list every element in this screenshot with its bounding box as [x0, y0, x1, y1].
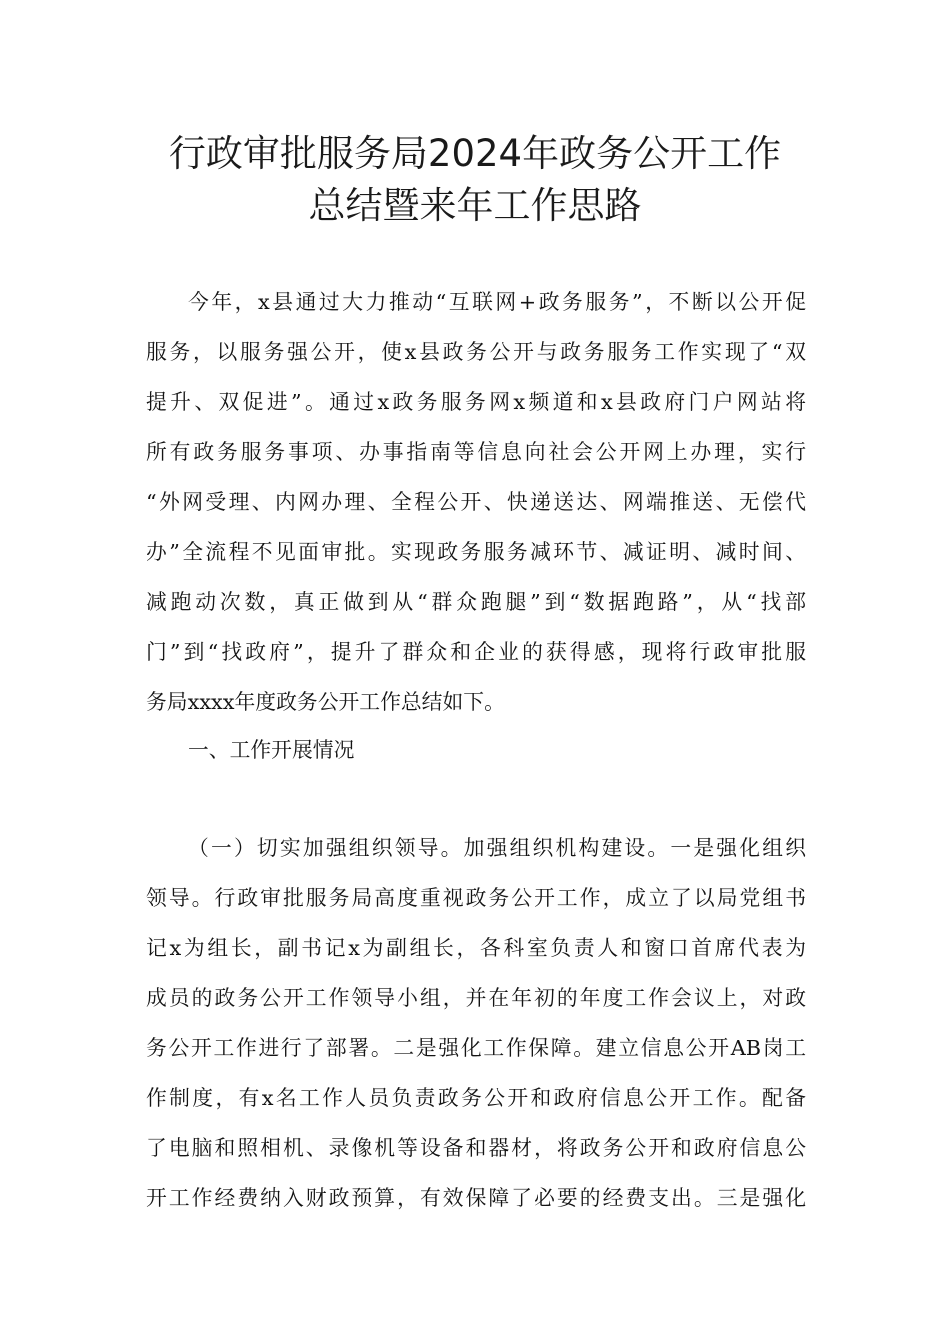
- section-paragraph-line: 务公开工作进行了部署。二是强化工作保障。建立信息公开AB岗工: [146, 1036, 806, 1060]
- section-heading: 一、工作开展情况: [188, 738, 355, 762]
- intro-paragraph-line: 提升、双促进”。通过x政务服务网x频道和x县政府门户网站将: [146, 390, 806, 414]
- intro-paragraph-line: “外网受理、内网办理、全程公开、快递送达、网端推送、无偿代: [146, 490, 806, 514]
- intro-paragraph-line: 务局xxxx年度政务公开工作总结如下。: [146, 690, 505, 714]
- intro-paragraph-line: 服务，以服务强公开，使x县政务公开与政务服务工作实现了“双: [146, 340, 806, 364]
- section-paragraph-line: 作制度，有x名工作人员负责政务公开和政府信息公开工作。配备: [146, 1086, 806, 1110]
- section-paragraph-line: 领导。行政审批服务局高度重视政务公开工作，成立了以局党组书: [146, 886, 806, 910]
- section-paragraph-line: 开工作经费纳入财政预算，有效保障了必要的经费支出。三是强化: [146, 1186, 806, 1210]
- section-paragraph-line: 记x为组长，副书记x为副组长，各科室负责人和窗口首席代表为: [146, 936, 806, 960]
- document-title-line-1: 行政审批服务局2024年政务公开工作: [168, 132, 782, 175]
- intro-paragraph-line: 今年，x县通过大力推动“互联网+政务服务”，不断以公开促: [188, 290, 806, 314]
- intro-paragraph-line: 所有政务服务事项、办事指南等信息向社会公开网上办理，实行: [146, 440, 806, 464]
- intro-paragraph-line: 门”到“找政府”，提升了群众和企业的获得感，现将行政审批服: [146, 640, 806, 664]
- section-paragraph-line: 成员的政务公开工作领导小组，并在年初的年度工作会议上，对政: [146, 986, 806, 1010]
- section-paragraph-line: （一）切实加强组织领导。加强组织机构建设。一是强化组织: [188, 836, 806, 860]
- intro-paragraph-line: 减跑动次数，真正做到从“群众跑腿”到“数据跑路”，从“找部: [146, 590, 806, 614]
- intro-paragraph-line: 办”全流程不见面审批。实现政务服务减环节、减证明、减时间、: [146, 540, 806, 564]
- section-paragraph-line: 了电脑和照相机、录像机等设备和器材，将政务公开和政府信息公: [146, 1136, 806, 1160]
- document-title-line-2: 总结暨来年工作思路: [308, 184, 642, 227]
